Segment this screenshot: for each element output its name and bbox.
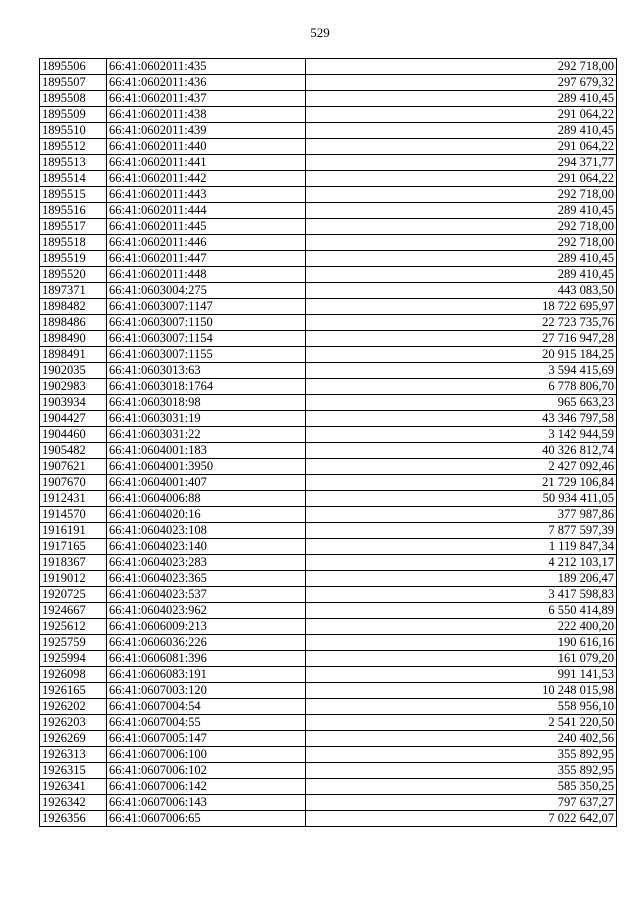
record-number-cell: 1895508 [40,91,107,107]
cadastral-number-cell: 66:41:0607003:120 [107,683,306,699]
table-row [40,587,617,603]
record-number-cell: 1926313 [40,747,107,763]
cadastral-value-cell: 291 064,22 [306,171,617,187]
cadastral-value-cell: 289 410,45 [306,91,617,107]
table-row [40,219,617,235]
record-number-cell: 1926341 [40,779,107,795]
cadastral-value-cell: 289 410,45 [306,123,617,139]
table-row [40,251,617,267]
record-number-cell: 1926315 [40,763,107,779]
cadastral-value-cell: 27 716 947,28 [306,331,617,347]
cadastral-value-cell: 222 400,20 [306,619,617,635]
cadastral-number-cell: 66:41:0607004:55 [107,715,306,731]
cadastral-number-cell: 66:41:0602011:435 [107,59,306,75]
record-number-cell: 1926342 [40,795,107,811]
record-number-cell: 1895519 [40,251,107,267]
table-row [40,603,617,619]
table-row [40,299,617,315]
record-number-cell: 1926203 [40,715,107,731]
cadastral-value-cell: 292 718,00 [306,187,617,203]
table-row [40,523,617,539]
cadastral-value-cell: 18 722 695,97 [306,299,617,315]
cadastral-value-cell: 3 594 415,69 [306,363,617,379]
cadastral-value-cell: 289 410,45 [306,203,617,219]
cadastral-number-cell: 66:41:0604023:108 [107,523,306,539]
cadastral-number-cell: 66:41:0604023:283 [107,555,306,571]
record-number-cell: 1895520 [40,267,107,283]
table-row [40,155,617,171]
cadastral-number-cell: 66:41:0606009:213 [107,619,306,635]
cadastral-number-cell: 66:41:0602011:439 [107,123,306,139]
table-row [40,699,617,715]
table-row [40,379,617,395]
cadastral-number-cell: 66:41:0603031:22 [107,427,306,443]
table-row [40,459,617,475]
table-row [40,651,617,667]
cadastral-value-cell: 6 778 806,70 [306,379,617,395]
cadastral-number-cell: 66:41:0603007:1154 [107,331,306,347]
record-number-cell: 1895517 [40,219,107,235]
table-row [40,635,617,651]
record-number-cell: 1898486 [40,315,107,331]
cadastral-value-cell: 50 934 411,05 [306,491,617,507]
cadastral-number-cell: 66:41:0603031:19 [107,411,306,427]
table-row [40,555,617,571]
cadastral-number-cell: 66:41:0606036:226 [107,635,306,651]
cadastral-value-cell: 43 346 797,58 [306,411,617,427]
record-number-cell: 1926269 [40,731,107,747]
cadastral-value-cell: 7 022 642,07 [306,811,617,827]
cadastral-number-cell: 66:41:0607006:142 [107,779,306,795]
cadastral-value-cell: 289 410,45 [306,267,617,283]
cadastral-number-cell: 66:41:0604023:365 [107,571,306,587]
record-number-cell: 1895512 [40,139,107,155]
record-number-cell: 1926202 [40,699,107,715]
record-number-cell: 1895515 [40,187,107,203]
table-row [40,411,617,427]
table-row [40,203,617,219]
record-number-cell: 1920725 [40,587,107,603]
cadastral-value-cell: 10 248 015,98 [306,683,617,699]
cadastral-number-cell: 66:41:0603018:1764 [107,379,306,395]
table-row [40,747,617,763]
table-row [40,123,617,139]
cadastral-value-cell: 289 410,45 [306,251,617,267]
cadastral-value-cell: 443 083,50 [306,283,617,299]
record-number-cell: 1918367 [40,555,107,571]
table-row [40,571,617,587]
cadastral-value-cell: 22 723 735,76 [306,315,617,331]
cadastral-number-cell: 66:41:0607004:54 [107,699,306,715]
table-row [40,507,617,523]
table-row [40,171,617,187]
cadastral-number-cell: 66:41:0604006:88 [107,491,306,507]
record-number-cell: 1895516 [40,203,107,219]
cadastral-value-cell: 291 064,22 [306,139,617,155]
table-row [40,491,617,507]
cadastral-value-table [39,58,617,827]
table-row [40,235,617,251]
record-number-cell: 1912431 [40,491,107,507]
table-row [40,347,617,363]
record-number-cell: 1898490 [40,331,107,347]
record-number-cell: 1897371 [40,283,107,299]
record-number-cell: 1902035 [40,363,107,379]
cadastral-value-cell: 7 877 597,39 [306,523,617,539]
record-number-cell: 1925759 [40,635,107,651]
cadastral-value-cell: 355 892,95 [306,747,617,763]
table-row [40,107,617,123]
cadastral-number-cell: 66:41:0603007:1155 [107,347,306,363]
cadastral-number-cell: 66:41:0602011:438 [107,107,306,123]
record-number-cell: 1926356 [40,811,107,827]
cadastral-value-cell: 3 142 944,59 [306,427,617,443]
table-row [40,763,617,779]
record-number-cell: 1898482 [40,299,107,315]
cadastral-number-cell: 66:41:0606083:191 [107,667,306,683]
record-number-cell: 1919012 [40,571,107,587]
table-row [40,427,617,443]
table-row [40,715,617,731]
record-number-cell: 1926098 [40,667,107,683]
table-row [40,667,617,683]
cadastral-number-cell: 66:41:0602011:442 [107,171,306,187]
cadastral-number-cell: 66:41:0602011:444 [107,203,306,219]
record-number-cell: 1895518 [40,235,107,251]
table-row [40,779,617,795]
record-number-cell: 1895510 [40,123,107,139]
cadastral-number-cell: 66:41:0604020:16 [107,507,306,523]
table-row [40,331,617,347]
record-number-cell: 1903934 [40,395,107,411]
table-row [40,59,617,75]
cadastral-value-cell: 20 915 184,25 [306,347,617,363]
cadastral-value-cell: 190 616,16 [306,635,617,651]
cadastral-number-cell: 66:41:0604023:537 [107,587,306,603]
table-row [40,683,617,699]
cadastral-value-cell: 291 064,22 [306,107,617,123]
cadastral-number-cell: 66:41:0602011:448 [107,267,306,283]
cadastral-number-cell: 66:41:0602011:446 [107,235,306,251]
cadastral-value-cell: 585 350,25 [306,779,617,795]
record-number-cell: 1895506 [40,59,107,75]
cadastral-number-cell: 66:41:0602011:445 [107,219,306,235]
record-number-cell: 1925994 [40,651,107,667]
record-number-cell: 1926165 [40,683,107,699]
table-row [40,75,617,91]
cadastral-number-cell: 66:41:0604001:407 [107,475,306,491]
record-number-cell: 1914570 [40,507,107,523]
cadastral-value-cell: 40 326 812,74 [306,443,617,459]
table-row [40,139,617,155]
cadastral-value-cell: 3 417 598,83 [306,587,617,603]
page-number: 529 [310,25,330,40]
cadastral-value-cell: 161 079,20 [306,651,617,667]
table-row [40,475,617,491]
cadastral-number-cell: 66:41:0606081:396 [107,651,306,667]
cadastral-value-cell: 2 427 092,46 [306,459,617,475]
cadastral-number-cell: 66:41:0607006:102 [107,763,306,779]
record-number-cell: 1907621 [40,459,107,475]
cadastral-number-cell: 66:41:0602011:447 [107,251,306,267]
record-number-cell: 1898491 [40,347,107,363]
cadastral-value-cell: 558 956,10 [306,699,617,715]
cadastral-value-cell: 4 212 103,17 [306,555,617,571]
cadastral-number-cell: 66:41:0602011:441 [107,155,306,171]
cadastral-value-cell: 292 718,00 [306,219,617,235]
cadastral-number-cell: 66:41:0604023:140 [107,539,306,555]
table-row [40,731,617,747]
cadastral-value-cell: 1 119 847,34 [306,539,617,555]
cadastral-value-cell: 377 987,86 [306,507,617,523]
table-body [40,59,617,827]
table-row [40,539,617,555]
cadastral-number-cell: 66:41:0603007:1150 [107,315,306,331]
cadastral-number-cell: 66:41:0602011:443 [107,187,306,203]
record-number-cell: 1917165 [40,539,107,555]
record-number-cell: 1907670 [40,475,107,491]
record-number-cell: 1905482 [40,443,107,459]
cadastral-number-cell: 66:41:0607006:100 [107,747,306,763]
cadastral-value-cell: 292 718,00 [306,59,617,75]
cadastral-value-cell: 297 679,32 [306,75,617,91]
cadastral-value-cell: 189 206,47 [306,571,617,587]
record-number-cell: 1902983 [40,379,107,395]
cadastral-number-cell: 66:41:0603007:1147 [107,299,306,315]
cadastral-number-cell: 66:41:0603013:63 [107,363,306,379]
cadastral-number-cell: 66:41:0607005:147 [107,731,306,747]
cadastral-number-cell: 66:41:0604001:183 [107,443,306,459]
cadastral-number-cell: 66:41:0604023:962 [107,603,306,619]
table-row [40,363,617,379]
record-number-cell: 1925612 [40,619,107,635]
cadastral-value-cell: 355 892,95 [306,763,617,779]
table-row [40,187,617,203]
record-number-cell: 1916191 [40,523,107,539]
cadastral-number-cell: 66:41:0602011:437 [107,91,306,107]
cadastral-number-cell: 66:41:0602011:436 [107,75,306,91]
cadastral-number-cell: 66:41:0607006:143 [107,795,306,811]
cadastral-value-cell: 294 371,77 [306,155,617,171]
cadastral-value-cell: 240 402,56 [306,731,617,747]
cadastral-number-cell: 66:41:0603004:275 [107,283,306,299]
table-row [40,395,617,411]
record-number-cell: 1904460 [40,427,107,443]
cadastral-value-cell: 6 550 414,89 [306,603,617,619]
record-number-cell: 1924667 [40,603,107,619]
table-row [40,811,617,827]
table-row [40,315,617,331]
table-row [40,91,617,107]
record-number-cell: 1904427 [40,411,107,427]
record-number-cell: 1895509 [40,107,107,123]
table-row [40,619,617,635]
record-number-cell: 1895514 [40,171,107,187]
cadastral-value-cell: 991 141,53 [306,667,617,683]
table-row [40,795,617,811]
cadastral-value-cell: 965 663,23 [306,395,617,411]
table-row [40,443,617,459]
record-number-cell: 1895513 [40,155,107,171]
cadastral-value-cell: 21 729 106,84 [306,475,617,491]
cadastral-value-cell: 292 718,00 [306,235,617,251]
cadastral-number-cell: 66:41:0604001:3950 [107,459,306,475]
cadastral-number-cell: 66:41:0607006:65 [107,811,306,827]
cadastral-number-cell: 66:41:0602011:440 [107,139,306,155]
cadastral-value-cell: 2 541 220,50 [306,715,617,731]
record-number-cell: 1895507 [40,75,107,91]
table-row [40,283,617,299]
cadastral-number-cell: 66:41:0603018:98 [107,395,306,411]
cadastral-value-cell: 797 637,27 [306,795,617,811]
table-row [40,267,617,283]
